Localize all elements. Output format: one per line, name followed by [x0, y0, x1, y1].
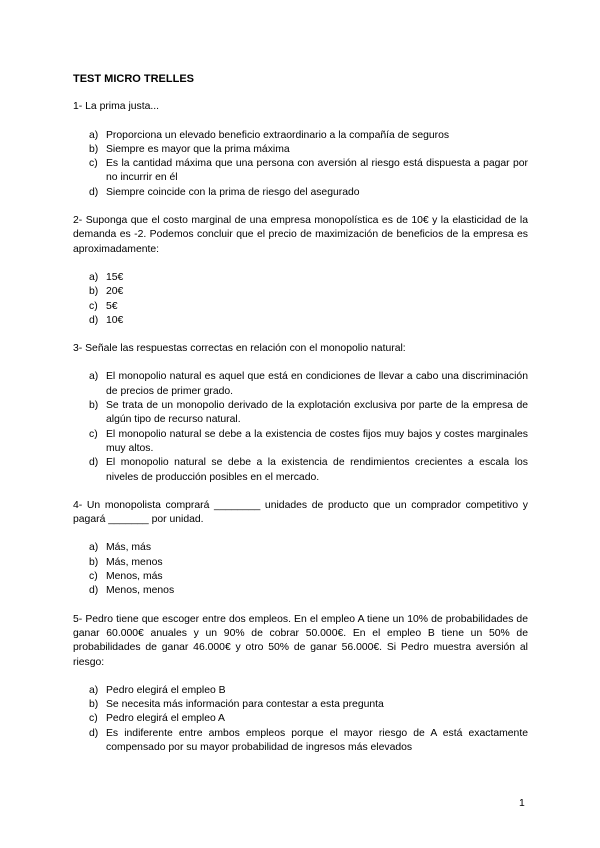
option-label: b)	[89, 400, 99, 412]
option-text: Menos, menos	[106, 585, 175, 597]
option-item	[89, 285, 528, 299]
question-3	[73, 342, 528, 485]
option-item	[89, 570, 528, 584]
option-item	[89, 399, 528, 428]
option-item	[89, 541, 528, 555]
option-label: b)	[89, 699, 99, 711]
option-item	[89, 428, 528, 457]
option-item	[89, 684, 528, 698]
option-label: c)	[89, 713, 98, 725]
option-label: a)	[89, 129, 99, 141]
question-text: 3- Señale las respuestas correctas en relación con el monopolio natural:	[73, 343, 406, 355]
option-text: Siempre coincide con la prima de riesgo del asegurado	[106, 186, 360, 198]
option-text: El monopolio natural se debe a la existencia de rendimientos crecientes a escala los niveles de producción posibles en el mercado.	[106, 457, 528, 483]
option-text: 10€	[106, 314, 124, 326]
option-label: d)	[89, 727, 99, 739]
option-text: Pedro elegirá el empleo B	[106, 684, 226, 696]
option-text: El monopolio natural es aquel que está en condiciones de llevar a cabo una discriminación de precios de primer grado.	[106, 371, 528, 397]
page-content	[73, 72, 528, 769]
option-text: Siempre es mayor que la prima máxima	[106, 143, 290, 155]
option-item	[89, 157, 528, 186]
option-list	[73, 370, 528, 484]
option-text: Más, menos	[106, 556, 163, 568]
question-text: 4- Un monopolista comprará ________ unidades de producto que un comprador competitivo y pagará _______ por unidad.	[73, 499, 528, 526]
option-text: Pedro elegirá el empleo A	[106, 713, 225, 725]
option-item	[89, 271, 528, 285]
option-label: a)	[89, 684, 99, 696]
option-label: d)	[89, 457, 99, 469]
option-label: d)	[89, 314, 99, 326]
document-title: TEST MICRO TRELLES	[73, 73, 194, 85]
option-item	[89, 300, 528, 314]
question-4	[73, 499, 528, 599]
question-text: 1- La prima justa...	[73, 101, 160, 113]
option-label: c)	[89, 300, 98, 312]
option-list	[73, 684, 528, 755]
option-text: Es la cantidad máxima que una persona con aversión al riesgo está dispuesta a pagar por no incurrir en él	[106, 158, 528, 184]
option-item	[89, 314, 528, 328]
question-text: 2- Suponga que el costo marginal de una empresa monopolística es de 10€ y la elasticidad de la demanda es -2. Podemos concluir que el precio de maximización de beneficios de la empresa es aproximadamente:	[73, 215, 528, 255]
option-label: d)	[89, 186, 99, 198]
option-text: 15€	[106, 271, 124, 283]
option-text: Más, más	[106, 542, 152, 554]
option-label: b)	[89, 286, 99, 298]
option-label: c)	[89, 428, 98, 440]
option-item	[89, 698, 528, 712]
option-list	[73, 541, 528, 598]
question-1	[73, 100, 528, 200]
option-item	[89, 584, 528, 598]
option-item	[89, 143, 528, 157]
option-label: a)	[89, 371, 99, 383]
option-label: b)	[89, 143, 99, 155]
option-list	[73, 271, 528, 328]
option-text: Se trata de un monopolio derivado de la explotación exclusiva por parte de la empresa de algún tipo de recurso natural.	[106, 400, 528, 426]
option-label: c)	[89, 571, 98, 583]
option-label: b)	[89, 556, 99, 568]
option-list	[73, 129, 528, 200]
question-2	[73, 214, 528, 328]
option-text: El monopolio natural se debe a la existencia de costes fijos muy bajos y costes marginales muy altos.	[106, 428, 528, 454]
option-item	[89, 456, 528, 485]
option-label: d)	[89, 585, 99, 597]
option-text: Se necesita más información para contestar a esta pregunta	[106, 699, 384, 711]
option-item	[89, 370, 528, 399]
option-text: Proporciona un elevado beneficio extraordinario a la compañía de seguros	[106, 129, 450, 141]
option-text: Menos, más	[106, 571, 163, 583]
option-text: 20€	[106, 286, 124, 298]
option-item	[89, 556, 528, 570]
question-text: 5- Pedro tiene que escoger entre dos empleos. En el empleo A tiene un 10% de probabilidades de ganar 60.000€ anuales y un 90% de cobrar 50.000€. En el empleo B tiene un 50% de probabilidades de ganar 46.000€ y otro 50% de ganar 56.000€. Si Pedro muestra aversión al riesgo:	[73, 613, 528, 668]
option-text: Es indiferente entre ambos empleos porque el mayor riesgo de A está exactamente compensado por su mayor probabilidad de ingresos más elevados	[106, 727, 528, 753]
option-label: c)	[89, 158, 98, 170]
question-5	[73, 613, 528, 756]
option-item	[89, 727, 528, 756]
option-item	[89, 712, 528, 726]
option-label: a)	[89, 271, 99, 283]
option-text: 5€	[106, 300, 118, 312]
option-item	[89, 129, 528, 143]
option-item	[89, 186, 528, 200]
option-label: a)	[89, 542, 99, 554]
page-number: 1	[519, 798, 525, 809]
